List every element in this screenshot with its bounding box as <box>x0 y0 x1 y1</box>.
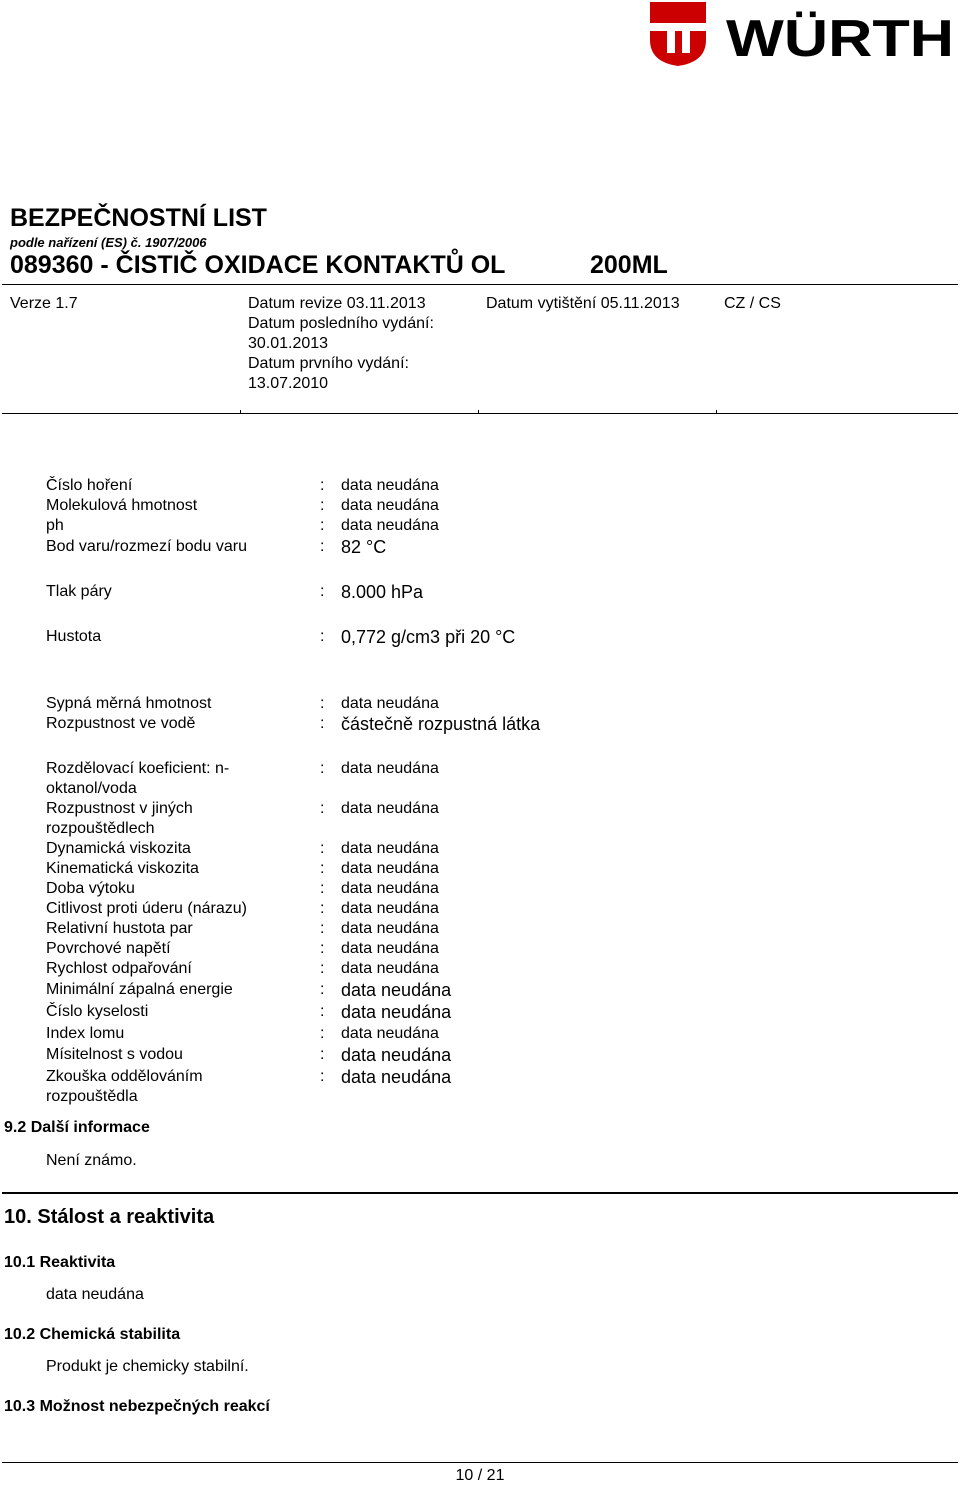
property-label-continued: rozpouštědla <box>46 1088 138 1105</box>
property-label: Dynamická viskozita <box>46 840 191 857</box>
property-row <box>0 476 960 496</box>
property-colon: : <box>320 1046 325 1063</box>
property-value: data neudána <box>341 760 439 777</box>
product-size: 200ML <box>590 251 668 279</box>
property-value: částečně rozpustná látka <box>341 714 541 734</box>
property-colon: : <box>320 940 325 957</box>
property-value: data neudána <box>341 880 439 897</box>
property-label-continued: oktanol/voda <box>46 780 137 797</box>
property-value: data neudána <box>341 1045 452 1065</box>
property-row <box>0 1024 960 1044</box>
first-issue-label: Datum prvního vydání: <box>248 355 409 372</box>
property-label: Index lomu <box>46 1025 125 1042</box>
header-rule-top <box>2 284 958 285</box>
property-row <box>0 582 960 602</box>
property-value: data neudána <box>341 517 439 534</box>
section-9-2-text: Není známo. <box>46 1152 137 1169</box>
property-row <box>0 694 960 714</box>
last-issue-date: 30.01.2013 <box>248 335 329 352</box>
locale: CZ / CS <box>724 295 781 312</box>
property-row <box>0 980 960 1000</box>
property-colon: : <box>320 517 325 534</box>
header-rule-bottom <box>2 413 958 414</box>
property-label: Tlak páry <box>46 583 112 600</box>
property-row <box>0 899 960 919</box>
section-10-1-text: data neudána <box>46 1286 144 1303</box>
property-label: Číslo hoření <box>46 477 133 494</box>
property-row <box>0 879 960 899</box>
property-row <box>0 939 960 959</box>
property-label: Relativní hustota par <box>46 920 193 937</box>
property-colon: : <box>320 628 325 645</box>
property-label: Rychlost odpařování <box>46 960 192 977</box>
section-9-2-heading: 9.2 Další informace <box>4 1119 150 1136</box>
property-row <box>0 859 960 879</box>
property-value: 82 °C <box>341 537 387 557</box>
property-colon: : <box>320 1025 325 1042</box>
property-colon: : <box>320 960 325 977</box>
property-label: Doba výtoku <box>46 880 135 897</box>
property-colon: : <box>320 800 325 817</box>
property-value: data neudána <box>341 900 439 917</box>
property-label: Citlivost proti úderu (nárazu) <box>46 900 247 917</box>
property-colon: : <box>320 497 325 514</box>
property-label: Zkouška oddělováním <box>46 1068 203 1085</box>
section-10-heading: 10. Stálost a reaktivita <box>4 1206 215 1228</box>
property-label: Mísitelnost s vodou <box>46 1046 183 1063</box>
property-row <box>0 1067 960 1107</box>
page-number: 10 / 21 <box>455 1467 505 1484</box>
version: Verze 1.7 <box>10 295 78 312</box>
property-value: data neudána <box>341 940 439 957</box>
revision-date: Datum revize 03.11.2013 <box>248 295 426 312</box>
wurth-logo-wordmark: WÜRTH <box>726 10 954 68</box>
property-row <box>0 627 960 647</box>
property-label: ph <box>46 517 64 534</box>
property-colon: : <box>320 840 325 857</box>
property-label: Sypná měrná hmotnost <box>46 695 212 712</box>
property-colon: : <box>320 900 325 917</box>
footer-rule <box>2 1462 958 1463</box>
property-row <box>0 516 960 536</box>
property-row <box>0 1045 960 1065</box>
property-row <box>0 959 960 979</box>
property-row <box>0 1002 960 1022</box>
wurth-logo <box>648 0 958 68</box>
property-value: data neudána <box>341 840 439 857</box>
print-date: Datum vytištění 05.11.2013 <box>486 295 680 312</box>
document-title: BEZPEČNOSTNÍ LIST <box>10 204 267 232</box>
property-colon: : <box>320 760 325 777</box>
property-label: Molekulová hmotnost <box>46 497 198 514</box>
property-row <box>0 537 960 557</box>
property-row <box>0 759 960 799</box>
wurth-logo-shield <box>650 2 706 66</box>
property-value: data neudána <box>341 860 439 877</box>
property-value: data neudána <box>341 695 439 712</box>
regulation-subtitle: podle nařízení (ES) č. 1907/2006 <box>10 235 207 250</box>
property-colon: : <box>320 981 325 998</box>
property-label: Rozpustnost v jiných <box>46 800 193 817</box>
property-label: Hustota <box>46 628 102 645</box>
property-row <box>0 496 960 516</box>
property-value: data neudána <box>341 980 452 1000</box>
property-colon: : <box>320 583 325 600</box>
property-row <box>0 714 960 734</box>
section-10-2-heading: 10.2 Chemická stabilita <box>4 1326 181 1343</box>
property-value: data neudána <box>341 477 439 494</box>
property-value: data neudána <box>341 1002 452 1022</box>
property-value: 0,772 g/cm3 při 20 °C <box>341 627 516 647</box>
property-value: data neudána <box>341 497 439 514</box>
first-issue-date: 13.07.2010 <box>248 375 329 392</box>
property-value: data neudána <box>341 920 439 937</box>
property-colon: : <box>320 477 325 494</box>
property-colon: : <box>320 1003 325 1020</box>
property-colon: : <box>320 538 325 555</box>
property-label-continued: rozpouštědlech <box>46 820 155 837</box>
property-colon: : <box>320 860 325 877</box>
property-value: data neudána <box>341 1025 439 1042</box>
property-value: 8.000 hPa <box>341 582 424 602</box>
property-row <box>0 919 960 939</box>
property-label: Kinematická viskozita <box>46 860 199 877</box>
property-colon: : <box>320 695 325 712</box>
property-label: Rozdělovací koeficient: n- <box>46 760 230 777</box>
property-label: Číslo kyselosti <box>46 1003 149 1020</box>
property-value: data neudána <box>341 960 439 977</box>
property-label: Povrchové napětí <box>46 940 171 957</box>
section-10-1-heading: 10.1 Reaktivita <box>4 1254 116 1271</box>
property-row <box>0 839 960 859</box>
property-value: data neudána <box>341 800 439 817</box>
property-label: Bod varu/rozmezí bodu varu <box>46 538 247 555</box>
section-10-2-text: Produkt je chemicky stabilní. <box>46 1358 249 1375</box>
property-label: Rozpustnost ve vodě <box>46 715 196 732</box>
property-row <box>0 799 960 839</box>
property-colon: : <box>320 880 325 897</box>
last-issue-label: Datum posledního vydání: <box>248 315 434 332</box>
property-label: Minimální zápalná energie <box>46 981 233 998</box>
section-10-rule <box>2 1192 958 1194</box>
property-value: data neudána <box>341 1067 452 1087</box>
property-colon: : <box>320 715 325 732</box>
section-10-3-heading: 10.3 Možnost nebezpečných reakcí <box>4 1398 270 1415</box>
product-name: 089360 - ČISTIČ OXIDACE KONTAKTŮ OL <box>10 251 506 279</box>
property-colon: : <box>320 920 325 937</box>
property-colon: : <box>320 1068 325 1085</box>
